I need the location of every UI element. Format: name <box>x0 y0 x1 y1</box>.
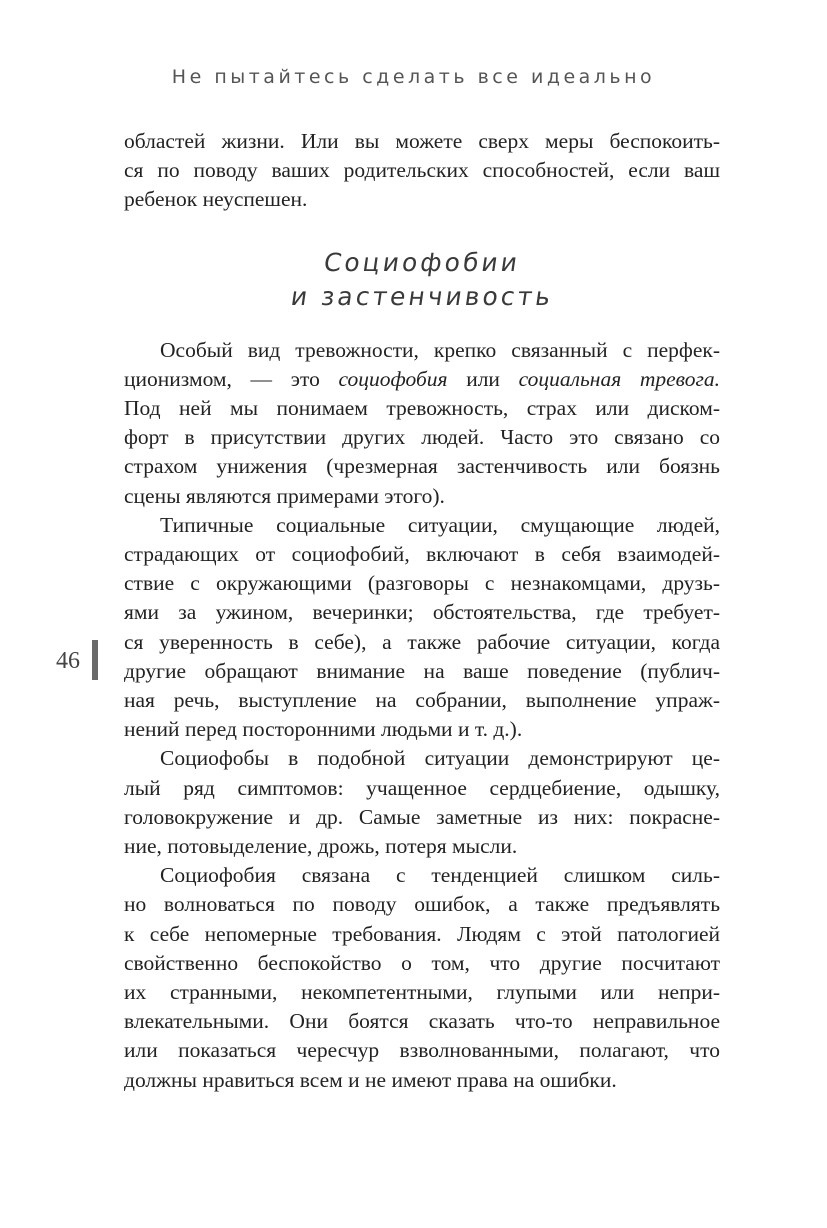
emphasis-term: социальная тревога. <box>518 366 720 391</box>
section-heading-line: Социофобии <box>322 247 523 277</box>
text-line: ная речь, выступление на собрании, выполнение упраж- <box>124 688 720 713</box>
text-line: страхом унижения (чрезмерная застенчивость или боязнь <box>124 454 720 479</box>
text-line: ребенок неуспешен. <box>124 187 308 212</box>
text-line: влекательными. Они боятся сказать что-то неправильное <box>124 1009 720 1034</box>
text-line: ся по поводу ваших родительских способностей, если ваш <box>124 158 720 183</box>
text-line: их странными, некомпетентными, глупыми или непри- <box>124 980 720 1005</box>
emphasis-term: социофобия <box>338 366 448 391</box>
text-run: ционизмом, — это <box>124 366 339 391</box>
text-line <box>124 365 720 394</box>
text-line: головокружение и др. Самые заметные из них: покрасне- <box>124 804 720 829</box>
section-heading-line: и застенчивость <box>289 281 556 311</box>
text-line: свойственно беспокойство о том, что другие посчитают <box>124 950 720 975</box>
text-line: Социофобы в подобной ситуации демонстрируют це- <box>160 746 720 771</box>
text-line: нений перед посторонними людьми и т. д.). <box>124 717 523 742</box>
running-head: Не пытайтесь сделать все идеально <box>171 66 656 88</box>
text-line: но волноваться по поводу ошибок, а также предъявлять <box>124 892 720 917</box>
text-line: областей жизни. Или вы можете сверх меры беспокоить- <box>124 129 720 153</box>
text-line: страдающих от социофобий, включают в себя взаимодей- <box>124 542 720 567</box>
text-line: лый ряд симптомов: учащенное сердцебиение, одышку, <box>124 775 720 800</box>
body-text <box>124 127 720 1095</box>
text-line: должны нравиться всем и не имеют права на ошибки. <box>124 1067 617 1092</box>
text-line: ние, потовыделение, дрожь, потеря мысли. <box>124 834 518 859</box>
text-line: сцены являются примерами этого). <box>124 483 445 508</box>
text-line: форт в присутствии других людей. Часто это связано со <box>124 425 720 450</box>
text-line: другие обращают внимание на ваше поведение (публич- <box>124 658 720 683</box>
text-run: или <box>447 366 519 391</box>
text-line: Под ней мы понимаем тревожность, страх или диском- <box>124 396 720 421</box>
text-line: Особый вид тревожности, крепко связанный с перфек- <box>160 337 720 362</box>
text-line: или показаться чересчур взволнованными, полагают, что <box>124 1038 720 1063</box>
page-number-marker <box>92 640 98 680</box>
text-line: Социофобия связана с тенденцией слишком силь- <box>160 863 720 888</box>
section-heading <box>124 246 720 314</box>
page-number: 46 <box>56 648 80 674</box>
text-line: Типичные социальные ситуации, смущающие людей, <box>160 512 720 537</box>
text-line: к себе непомерные требования. Людям с этой патологией <box>124 921 720 946</box>
text-line: ствие с окружающими (разговоры с незнакомцами, друзь- <box>124 571 720 596</box>
text-line: ями за ужином, вечеринки; обстоятельства, где требует- <box>124 600 720 625</box>
text-line: ся уверенность в себе), а также рабочие ситуации, когда <box>124 629 720 654</box>
